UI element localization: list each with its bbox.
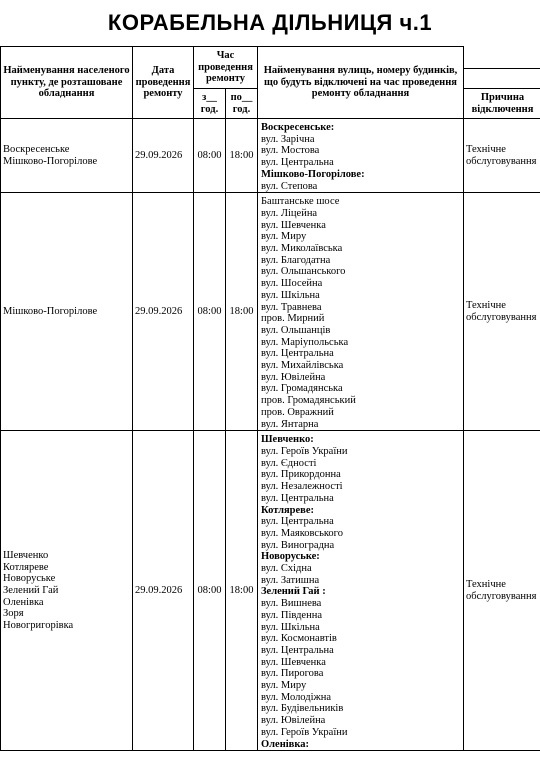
streets-cell [258, 193, 464, 431]
street-name: пров. Громадянський [261, 395, 356, 407]
header-reason-spacer [464, 47, 540, 69]
table-row [1, 431, 540, 751]
outage-schedule-table [0, 46, 540, 751]
streets-cell [258, 119, 464, 193]
street-name: вул. Вишнева [261, 598, 322, 610]
street-name: вул. Зарічна [261, 133, 315, 145]
street-name: вул. Миру [261, 231, 307, 243]
settlement-name: Котляреве [3, 561, 49, 573]
street-name: пров. Овражний [261, 406, 334, 418]
street-name: вул. Громадянська [261, 383, 343, 395]
street-name: вул. Пирогова [261, 668, 324, 680]
street-name: вул. Шкільна [261, 289, 320, 301]
street-name: вул. Центральна [261, 157, 334, 169]
reason-cell: Технічне обслуговування [464, 193, 540, 431]
settlement-name: Новоруське [3, 573, 56, 585]
street-name: вул. Ювілейна [261, 715, 326, 727]
time-from-cell: 08:00 [194, 431, 226, 751]
reason-cell: Технічне обслуговування [464, 431, 540, 751]
streets-group-heading: Новоруське: [261, 551, 320, 563]
header-reason-spacer-2 [464, 69, 540, 89]
street-name: вул. Шевченка [261, 656, 326, 668]
date-cell: 29.09.2026 [133, 193, 194, 431]
header-reason: Причина відключення [464, 89, 540, 119]
street-name: вул. Центральна [261, 492, 334, 504]
street-name: вул. Маріупольська [261, 336, 349, 348]
settlement-name: Воскресенське [3, 143, 70, 155]
street-name: вул. Шосейна [261, 278, 323, 290]
reason-cell: Технічне обслуговування [464, 119, 540, 193]
street-name: вул. Шкільна [261, 621, 320, 633]
street-name: вул. Ольшанського [261, 266, 346, 278]
street-name: вул. Михайлівська [261, 360, 344, 372]
street-name: Баштанське шосе [261, 196, 340, 208]
street-name: вул. Південна [261, 609, 322, 621]
street-name: вул. Молодіжна [261, 691, 332, 703]
streets-group-heading: Оленівка: [261, 738, 309, 750]
date-cell: 29.09.2026 [133, 119, 194, 193]
street-name: вул. Незалежності [261, 481, 343, 493]
street-name: вул. Східна [261, 563, 312, 575]
date-cell: 29.09.2026 [133, 431, 194, 751]
settlement-cell [1, 431, 133, 751]
street-name: вул. Будівельників [261, 703, 344, 715]
street-name: пров. Мирний [261, 313, 325, 325]
header-date: Дата проведення ремонту [133, 47, 194, 119]
street-name: вул. Миру [261, 680, 307, 692]
street-name: вул. Героїв України [261, 726, 348, 738]
street-name: вул. Виноградна [261, 539, 335, 551]
streets-group-heading: Мішково-Погорілове: [261, 168, 365, 180]
header-to: по__ год. [226, 89, 258, 119]
settlement-name: Зоря [3, 608, 24, 620]
street-name: вул. Центральна [261, 348, 334, 360]
time-from-cell: 08:00 [194, 119, 226, 193]
street-name: вул. Мостова [261, 145, 320, 157]
street-name: вул. Затишна [261, 574, 320, 586]
streets-cell [258, 431, 464, 751]
streets-group-heading: Зелений Гай : [261, 586, 326, 598]
settlement-name: Новогригорівка [3, 620, 74, 632]
street-name: вул. Ювілейна [261, 371, 326, 383]
time-to-cell: 18:00 [226, 119, 258, 193]
street-name: вул. Прикордонна [261, 469, 341, 481]
street-name: вул. Травнева [261, 301, 322, 313]
street-name: вул. Центральна [261, 516, 334, 528]
table-row [1, 193, 540, 431]
settlement-cell [1, 119, 133, 193]
page-title: КОРАБЕЛЬНА ДІЛЬНИЦЯ ч.1 [107, 10, 433, 35]
street-name: вул. Центральна [261, 644, 334, 656]
header-time: Час проведення ремонту [194, 47, 258, 89]
street-name: вул. Єдності [261, 457, 317, 469]
settlement-name: Мішково-Погорілове [3, 155, 98, 167]
time-to-cell: 18:00 [226, 193, 258, 431]
settlement-name: Мішково-Погорілове [3, 305, 98, 317]
table-row [1, 119, 540, 193]
settlement-name: Зелений Гай [3, 584, 59, 596]
street-name: вул. Степова [261, 180, 318, 192]
streets-group-heading: Котляреве: [261, 504, 314, 516]
streets-group-heading: Воскресенське: [261, 122, 335, 133]
street-name: вул. Маяковського [261, 527, 343, 539]
table-body [1, 119, 540, 751]
street-name: вул. Янтарна [261, 418, 319, 430]
settlement-name: Оленівка [3, 596, 44, 608]
street-name: вул. Космонавтів [261, 633, 337, 645]
time-to-cell: 18:00 [226, 431, 258, 751]
street-name: вул. Ольшанців [261, 324, 331, 336]
street-name: вул. Благодатна [261, 254, 331, 266]
header-from: з__ год. [194, 89, 226, 119]
settlement-cell [1, 193, 133, 431]
settlement-name: Шевченко [3, 549, 49, 561]
street-name: вул. Миколаївська [261, 243, 343, 255]
time-from-cell: 08:00 [194, 193, 226, 431]
header-streets: Найменування вулиць, номеру будинків, що будуть відключені на час проведення ремонту обладнання [258, 47, 464, 119]
header-settlement: Найменування населеного пункту, де розташоване обладнання [1, 47, 133, 119]
street-name: вул. Ліцейна [261, 207, 318, 219]
street-name: вул. Героїв України [261, 445, 348, 457]
street-name: вул. Шевченка [261, 219, 326, 231]
streets-group-heading: Шевченко: [261, 434, 314, 446]
